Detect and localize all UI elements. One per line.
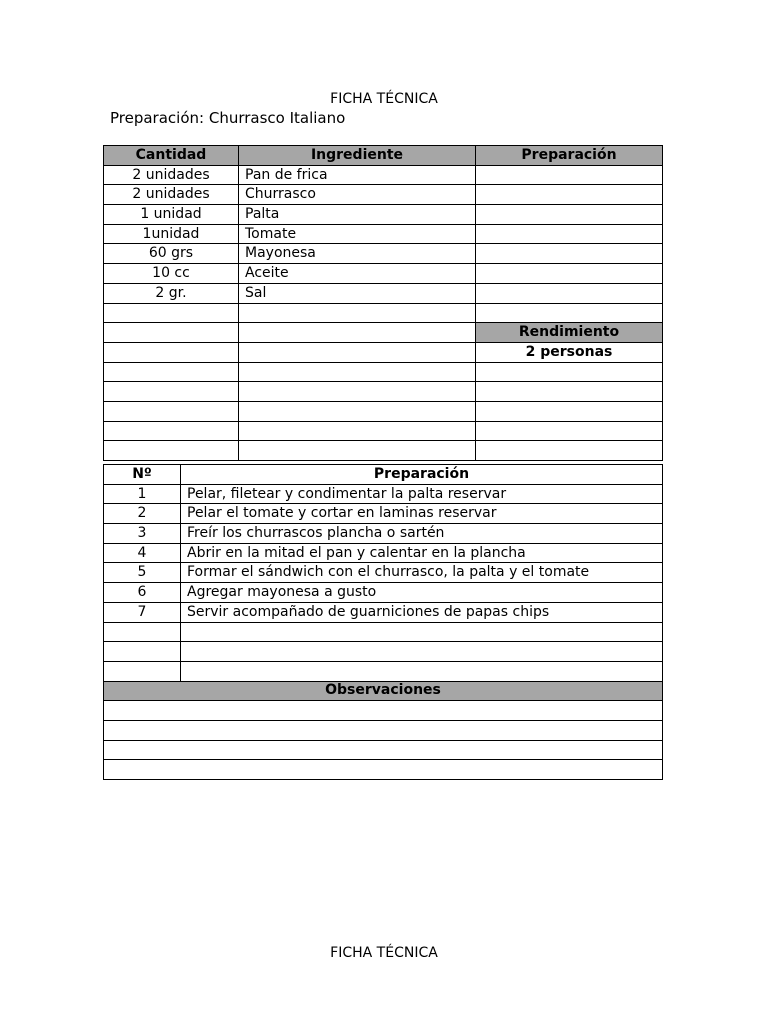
table-row <box>104 421 663 441</box>
preparation-subtitle: Preparación: Churrasco Italiano <box>110 109 346 127</box>
cantidad-cell: 2 gr. <box>104 283 239 303</box>
empty-cell <box>181 661 663 681</box>
empty-cell <box>104 362 239 382</box>
table-row <box>104 342 663 362</box>
rendimiento-header: Rendimiento <box>476 323 663 343</box>
table-row <box>104 185 663 205</box>
steps-header-row <box>104 465 663 485</box>
header-ingrediente: Ingrediente <box>239 146 476 166</box>
table-row <box>104 504 663 524</box>
cantidad-cell: 10 cc <box>104 264 239 284</box>
observaciones-header-row <box>104 681 663 701</box>
steps-table <box>103 464 663 780</box>
empty-cell <box>104 760 663 780</box>
preparacion-cell <box>476 244 663 264</box>
table-row <box>104 264 663 284</box>
table-row <box>104 441 663 461</box>
table-row <box>104 484 663 504</box>
table-row <box>104 583 663 603</box>
step-number: 5 <box>104 563 181 583</box>
table-row <box>104 543 663 563</box>
cantidad-cell: 2 unidades <box>104 185 239 205</box>
empty-cell <box>476 421 663 441</box>
empty-cell <box>104 323 239 343</box>
observaciones-row <box>104 740 663 760</box>
observaciones-row <box>104 760 663 780</box>
ingrediente-cell: Churrasco <box>239 185 476 205</box>
empty-cell <box>239 382 476 402</box>
empty-cell <box>476 441 663 461</box>
table-row <box>104 524 663 544</box>
preparacion-cell <box>476 165 663 185</box>
header-preparacion: Preparación <box>476 146 663 166</box>
ingrediente-cell: Aceite <box>239 264 476 284</box>
table-row <box>104 602 663 622</box>
ingrediente-cell: Palta <box>239 205 476 225</box>
preparacion-cell <box>476 185 663 205</box>
table-row <box>104 303 663 323</box>
table-row <box>104 244 663 264</box>
empty-cell <box>104 421 239 441</box>
table-row <box>104 362 663 382</box>
step-number: 4 <box>104 543 181 563</box>
observaciones-row <box>104 720 663 740</box>
step-text: Servir acompañado de guarniciones de papas chips <box>181 602 663 622</box>
ingrediente-cell: Mayonesa <box>239 244 476 264</box>
cantidad-cell: 1 unidad <box>104 205 239 225</box>
table-row <box>104 283 663 303</box>
step-number: 3 <box>104 524 181 544</box>
empty-cell <box>104 642 181 662</box>
ingredients-header-row <box>104 146 663 166</box>
header-cantidad: Cantidad <box>104 146 239 166</box>
cantidad-cell: 60 grs <box>104 244 239 264</box>
empty-cell <box>104 701 663 721</box>
empty-cell <box>181 642 663 662</box>
empty-cell <box>181 622 663 642</box>
empty-cell <box>476 382 663 402</box>
cantidad-cell: 2 unidades <box>104 165 239 185</box>
table-row <box>104 323 663 343</box>
step-text: Abrir en la mitad el pan y calentar en la plancha <box>181 543 663 563</box>
empty-cell <box>476 303 663 323</box>
empty-cell <box>476 401 663 421</box>
table-row <box>104 382 663 402</box>
empty-cell <box>239 362 476 382</box>
table-row <box>104 401 663 421</box>
empty-cell <box>239 303 476 323</box>
header-numero: Nº <box>104 465 181 485</box>
step-number: 2 <box>104 504 181 524</box>
document-title: FICHA TÉCNICA <box>330 91 438 107</box>
empty-cell <box>476 362 663 382</box>
table-row <box>104 165 663 185</box>
empty-cell <box>104 622 181 642</box>
step-text: Agregar mayonesa a gusto <box>181 583 663 603</box>
preparacion-cell <box>476 264 663 284</box>
step-text: Pelar, filetear y condimentar la palta reservar <box>181 484 663 504</box>
empty-cell <box>104 303 239 323</box>
ingredients-table <box>103 145 663 461</box>
empty-cell <box>104 441 239 461</box>
step-number: 1 <box>104 484 181 504</box>
empty-cell <box>239 401 476 421</box>
preparacion-cell <box>476 205 663 225</box>
empty-cell <box>104 720 663 740</box>
step-number: 6 <box>104 583 181 603</box>
step-text: Pelar el tomate y cortar en laminas reservar <box>181 504 663 524</box>
table-row <box>104 224 663 244</box>
empty-cell <box>104 401 239 421</box>
empty-cell <box>104 740 663 760</box>
ingrediente-cell: Sal <box>239 283 476 303</box>
empty-cell <box>239 421 476 441</box>
table-row <box>104 205 663 225</box>
preparacion-cell <box>476 283 663 303</box>
header-preparacion: Preparación <box>181 465 663 485</box>
preparacion-cell <box>476 224 663 244</box>
empty-cell <box>104 342 239 362</box>
ingrediente-cell: Tomate <box>239 224 476 244</box>
rendimiento-value: 2 personas <box>476 342 663 362</box>
empty-cell <box>239 441 476 461</box>
step-text: Freír los churrascos plancha o sartén <box>181 524 663 544</box>
empty-cell <box>239 323 476 343</box>
footer-title: FICHA TÉCNICA <box>330 945 438 961</box>
empty-cell <box>104 382 239 402</box>
empty-cell <box>104 661 181 681</box>
step-number: 7 <box>104 602 181 622</box>
step-text: Formar el sándwich con el churrasco, la palta y el tomate <box>181 563 663 583</box>
cantidad-cell: 1unidad <box>104 224 239 244</box>
observaciones-header: Observaciones <box>104 681 663 701</box>
observaciones-row <box>104 701 663 721</box>
empty-cell <box>239 342 476 362</box>
table-row <box>104 622 663 642</box>
table-row <box>104 563 663 583</box>
ingrediente-cell: Pan de frica <box>239 165 476 185</box>
table-row <box>104 661 663 681</box>
table-row <box>104 642 663 662</box>
